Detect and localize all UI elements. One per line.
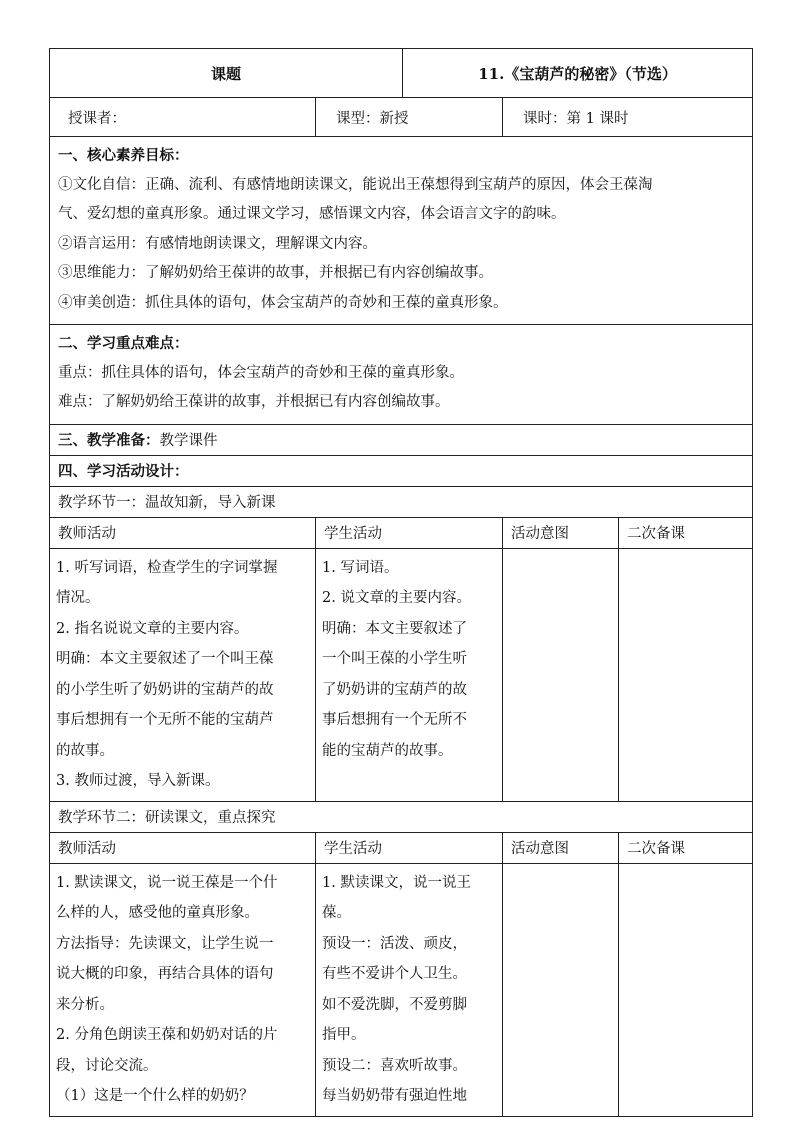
stage2-teacher-line: 来分析。 <box>56 996 114 1013</box>
stage1-teacher-line: 明确：本文主要叙述了一个叫王葆 <box>56 651 274 667</box>
column-header-revision: 二次备课 <box>619 832 753 863</box>
stage2-title: 教学环节二：研读课文，重点探究 <box>50 801 753 832</box>
stage1-teacher-line: 的故事。 <box>56 742 114 759</box>
section1-item: ②语言运用：有感情地朗读课文，理解课文内容。 <box>58 235 377 252</box>
stage1-header-row <box>50 517 753 548</box>
stage2-student-line: 葆。 <box>322 905 351 921</box>
stage1-title-row <box>50 486 753 517</box>
lesson-type: 课型：新授 <box>316 98 503 137</box>
stage1-teacher-line: 2. 指名说说文章的主要内容。 <box>56 620 249 637</box>
column-header-teacher: 教师活动 <box>50 832 316 863</box>
column-header-revision: 二次备课 <box>619 517 753 548</box>
section3-row <box>50 424 753 455</box>
stage2-teacher-line: 方法指导：先读课文，让学生说一 <box>56 935 274 952</box>
stage2-teacher-line: （1）这是一个什么样的奶奶？ <box>56 1088 254 1104</box>
stage2-student-line: 预设二：喜欢听故事。 <box>322 1057 467 1074</box>
section1-block <box>50 137 753 325</box>
stage2-student-line: 如不爱洗脚，不爱剪脚 <box>322 996 467 1013</box>
stage2-intent-cell <box>503 863 619 1116</box>
stage1-teacher-cell <box>50 548 316 801</box>
stage1-student-line: 了奶奶讲的宝葫芦的故 <box>322 681 467 698</box>
section1-item: ①文化自信：正确、流利、有感情地朗读课文，能说出王葆想得到宝葫芦的原因，体会王葆淘 <box>58 176 653 193</box>
stage2-teacher-line: 1. 默读课文，说一说王葆是一个什 <box>56 874 278 891</box>
stage1-teacher-line: 1. 听写词语，检查学生的字词掌握 <box>56 559 278 576</box>
stage2-title-row <box>50 801 753 832</box>
stage1-student-line: 能的宝葫芦的故事。 <box>322 742 453 759</box>
column-header-student: 学生活动 <box>316 832 503 863</box>
section2-row <box>50 325 753 425</box>
lesson-period: 课时：第 1 课时 <box>503 98 753 137</box>
stage1-title: 教学环节一：温故知新，导入新课 <box>50 486 753 517</box>
column-header-student: 学生活动 <box>316 517 503 548</box>
stage2-teacher-line: 2. 分角色朗读王葆和奶奶对话的片 <box>56 1027 278 1043</box>
stage2-student-line: 1. 默读课文，说一说王 <box>322 874 471 891</box>
stage2-student-line: 预设一：活泼、顽皮， <box>322 935 467 952</box>
column-header-intent: 活动意图 <box>503 832 619 863</box>
section4-title: 四、学习活动设计： <box>50 455 753 486</box>
section1-item: 气、爱幻想的童真形象。通过课文学习，感悟课文内容，体会语言文字的韵味。 <box>58 206 566 222</box>
stage1-student-line: 2. 说文章的主要内容。 <box>322 590 471 606</box>
section1-row <box>50 137 753 325</box>
stage2-teacher-line: 说大概的印象，再结合具体的语句 <box>56 966 274 982</box>
column-header-teacher: 教师活动 <box>50 517 316 548</box>
lesson-plan-sheet <box>49 48 752 1117</box>
stage2-student-line: 每当奶奶带有强迫性地 <box>322 1088 467 1104</box>
stage1-student-cell <box>316 548 503 801</box>
stage2-teacher-cell <box>50 863 316 1116</box>
title-row <box>50 49 753 98</box>
stage1-intent-cell <box>503 548 619 801</box>
section1-title: 一、核心素养目标： <box>58 147 189 164</box>
topic-label: 课题 <box>50 49 403 98</box>
stage2-header-row <box>50 832 753 863</box>
section4-row <box>50 455 753 486</box>
stage2-revision-cell <box>619 863 753 1116</box>
stage2-teacher-line: 么样的人，感受他的童真形象。 <box>56 905 259 921</box>
stage2-teacher-line: 段，讨论交流。 <box>56 1057 158 1074</box>
lesson-plan-table <box>49 48 753 1117</box>
stage1-student-line: 一个叫王葆的小学生听 <box>322 651 467 667</box>
stage1-teacher-line: 的小学生听了奶奶讲的宝葫芦的故 <box>56 681 274 698</box>
stage1-student-line: 明确：本文主要叙述了 <box>322 620 467 637</box>
section1-item: ③思维能力：了解奶奶给王葆讲的故事，并根据已有内容创编故事。 <box>58 265 493 281</box>
section1-item: ④审美创造：抓住具体的语句，体会宝葫芦的奇妙和王葆的童真形象。 <box>58 294 508 311</box>
teacher-label: 授课者： <box>50 98 316 137</box>
topic-value: 11.《宝葫芦的秘密》（节选） <box>403 49 753 98</box>
stage1-teacher-line: 3. 教师过渡，导入新课。 <box>56 773 220 789</box>
stage2-student-cell <box>316 863 503 1116</box>
column-header-intent: 活动意图 <box>503 517 619 548</box>
meta-row <box>50 98 753 137</box>
stage1-student-line: 事后想拥有一个无所不 <box>322 712 467 728</box>
section3-cell <box>50 424 753 455</box>
section3-value: 教学课件 <box>159 433 218 449</box>
section3-title: 三、教学准备： <box>58 432 160 449</box>
stage2-student-line: 有些不爱讲个人卫生。 <box>322 966 467 982</box>
section2-title: 二、学习重点难点： <box>58 335 189 352</box>
stage1-content-row <box>50 548 753 801</box>
stage1-revision-cell <box>619 548 753 801</box>
stage1-teacher-line: 情况。 <box>56 590 100 606</box>
stage1-teacher-line: 事后想拥有一个无所不能的宝葫芦 <box>56 712 274 728</box>
section2-block <box>50 325 753 425</box>
difficult-point: 难点：了解奶奶给王葆讲的故事，并根据已有内容创编故事。 <box>58 394 450 410</box>
stage2-content-row <box>50 863 753 1116</box>
key-point: 重点：抓住具体的语句，体会宝葫芦的奇妙和王葆的童真形象。 <box>58 364 464 381</box>
stage2-student-line: 指甲。 <box>322 1027 366 1043</box>
stage1-student-line: 1. 写词语。 <box>322 559 399 576</box>
